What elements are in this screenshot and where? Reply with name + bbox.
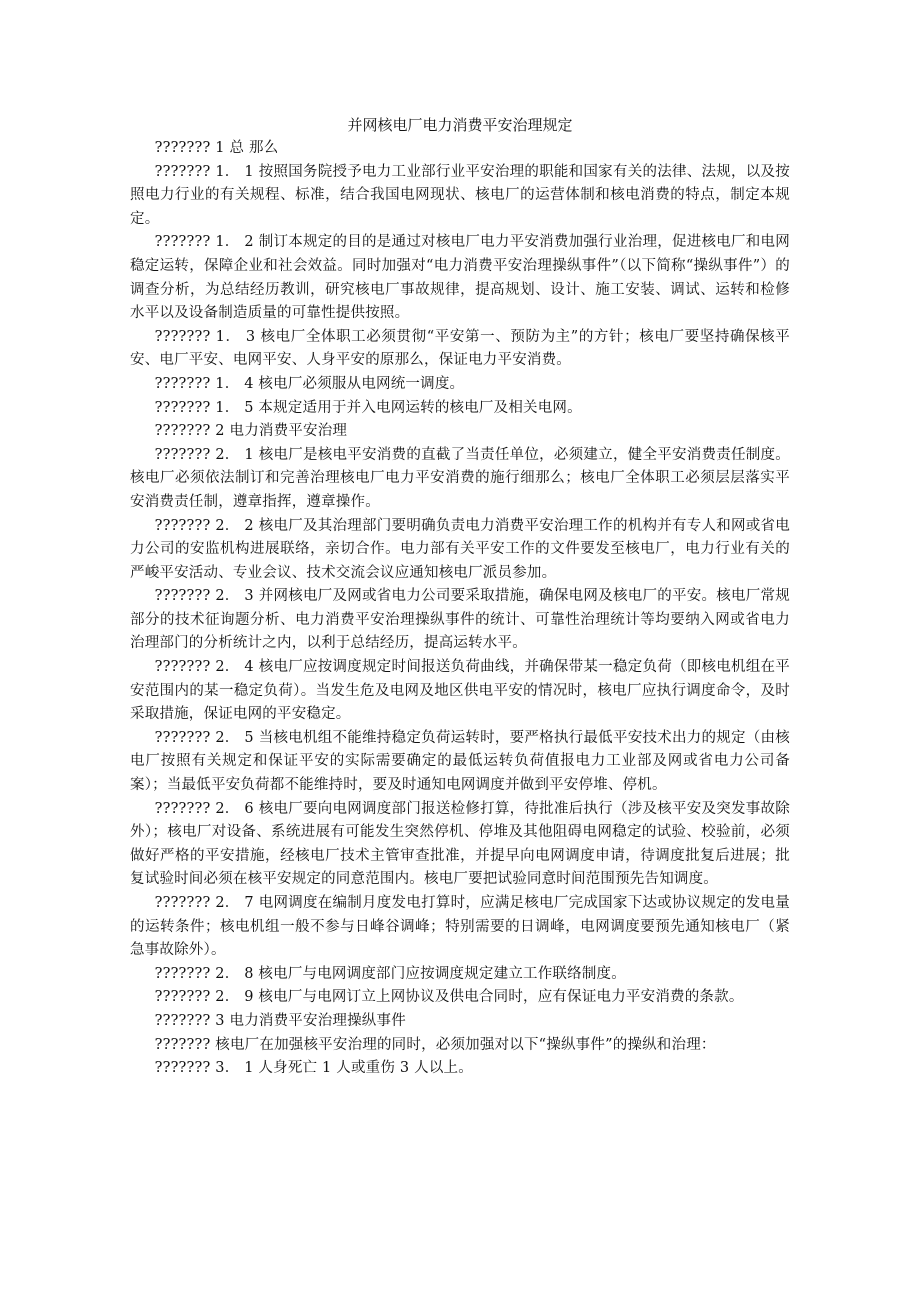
paragraph: ??????? 1． 4 核电厂必须服从电网统一调度。	[154, 375, 465, 392]
paragraph: ??????? 2． 8 核电厂与电网调度部门应按调度规定建立工作联络制度。	[154, 965, 626, 982]
paragraph: ??????? 3 电力消费平安治理操纵事件	[154, 1012, 406, 1029]
paragraph: ??????? 2． 7 电网调度在编制月度发电打算时，应满足核电厂完成国家下达或协议规定的发电量的运转条件；核电机组一般不参与日峰谷调峰；特别需要的日调峰，电网调度要预先通知核电厂（紧急事故除外）。	[130, 895, 790, 959]
paragraph: ??????? 2． 4 核电厂应按调度规定时间报送负荷曲线，并确保带某一稳定负荷（即核电机组在平安范围内的某一稳定负荷）。当发生危及电网及地区供电平安的情况时，核电厂应执行调度命令，及时采取措施，保证电网的平安稳定。	[130, 659, 790, 723]
paragraph: ??????? 1． 3 核电厂全体职工必须贯彻“平安第一、预防为主”的方针；核电厂要坚持确保核平安、电厂平安、电网平安、人身平安的原那么，保证电力平安消费。	[130, 328, 790, 369]
paragraph: ??????? 核电厂在加强核平安治理的同时，必须加强对以下“操纵事件”的操纵和治理：	[154, 1036, 716, 1053]
paragraph: ??????? 2． 6 核电厂要向电网调度部门报送检修打算，待批准后执行（涉及核平安及突发事故除外）；核电厂对设备、系统进展有可能发生突然停机、停堆及其他阻碍电网稳定的试验、校验前，必须做好严格的平安措施，经核电厂技术主管审查批准，并提早向电网调度申请，待调度批复后进展；批复试验时间必须在核平安规定的同意范围内。核电厂要把试验同意时间范围预先告知调度。	[130, 800, 790, 888]
document-title: 并网核电厂电力消费平安治理规定	[347, 116, 573, 134]
paragraph: ??????? 2． 3 并网核电厂及网或省电力公司要采取措施，确保电网及核电厂的平安。核电厂常规部分的技术征询题分析、电力消费平安治理操纵事件的统计、可靠性治理统计等均要纳入网或省电力治理部门的分析统计之内，以利于总结经历，提高运转水平。	[130, 588, 790, 652]
paragraph: ??????? 3． 1 人身死亡 1 人或重伤 3 人以上。	[154, 1060, 473, 1077]
paragraph: ??????? 1． 5 本规定适用于并入电网运转的核电厂及相关电网。	[154, 399, 582, 416]
paragraph: ??????? 1． 2 制订本规定的目的是通过对核电厂电力平安消费加强行业治理，促进核电厂和电网稳定运转，保障企业和社会效益。同时加强对“电力消费平安治理操纵事件”（以下简称“操纵事件”）的调查分析，为总结经历教训，研究核电厂事故规律，提高规划、设计、施工安装、调试、运转和检修水平以及设备制造质量的可靠性提供按照。	[130, 234, 790, 322]
document-page	[130, 113, 790, 1081]
paragraph: ??????? 1 总 那么	[154, 140, 279, 156]
paragraph: ??????? 2． 2 核电厂及其治理部门要明确负责电力消费平安治理工作的机构并有专人和网或省电力公司的安监机构进展联络，亲切合作。电力部有关平安工作的文件要发至核电厂，电力行业有关的严峻平安活动、专业会议、技术交流会议应通知核电厂派员参加。	[130, 517, 790, 581]
paragraph: ??????? 2． 9 核电厂与电网订立上网协议及供电合同时，应有保证电力平安消费的条款。	[154, 989, 744, 1006]
paragraph: ??????? 2 电力消费平安治理	[154, 423, 348, 440]
paragraph: ??????? 2． 1 核电厂是核电平安消费的直截了当责任单位，必须建立，健全平安消费责任制度。核电厂必须依法制订和完善治理核电厂电力平安消费的施行细那么；核电厂全体职工必须层层落实平安消费责任制，遵章指挥，遵章操作。	[130, 446, 790, 510]
paragraph: ??????? 2． 5 当核电机组不能维持稳定负荷运转时，要严格执行最低平安技术出力的规定（由核电厂按照有关规定和保证平安的实际需要确定的最低运转负荷值报电力工业部及网或省电力公司备案）；当最低平安负荷都不能维持时，要及时通知电网调度并做到平安停堆、停机。	[130, 729, 790, 794]
paragraph: ??????? 1． 1 按照国务院授予电力工业部行业平安治理的职能和国家有关的法律、法规，以及按照电力行业的有关规程、标准，结合我国电网现状、核电厂的运营体制和核电消费的特点，制定本规定。	[130, 163, 790, 227]
